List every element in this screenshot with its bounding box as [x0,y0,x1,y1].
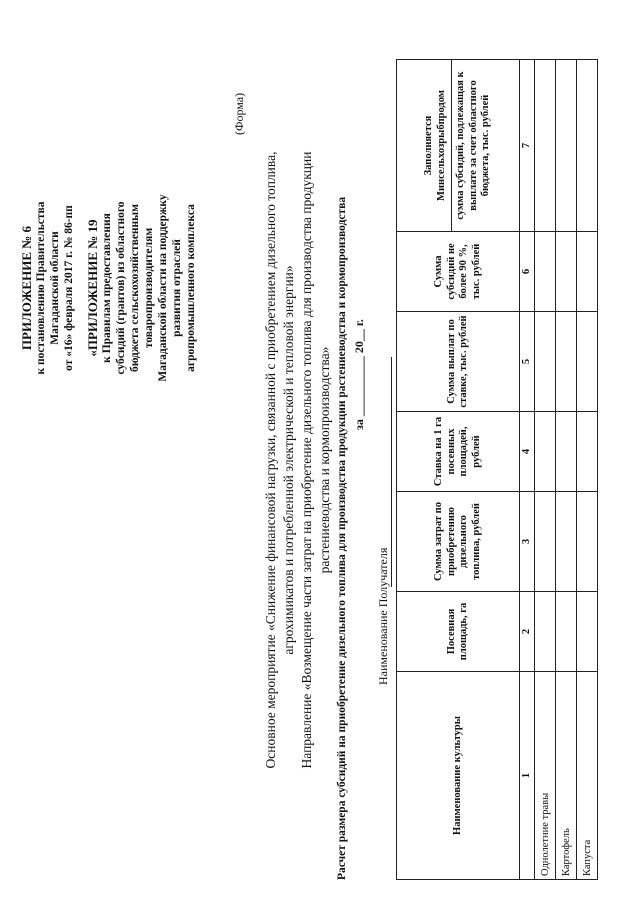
col-number: 3 [520,492,535,592]
col-header-rate: Ставка на 1 га посевных площадей, рублей [397,412,520,492]
inner-line-4: товаропроизводителям [143,227,155,349]
appendix-title: ПРИЛОЖЕНИЕ № 6 [19,225,34,351]
recipient-label: Наименование Получателя [376,547,390,685]
table-cell [535,592,556,672]
col-number: 4 [520,412,535,492]
table-cell [577,412,598,492]
inner-line-3: бюджета сельскохозяйственным [129,204,141,372]
table-cell [577,492,598,592]
col-header-crop: Наименование культуры [397,672,520,880]
table-cell [535,232,556,312]
col-number: 5 [520,312,535,412]
form-label: (Форма) [232,92,246,135]
table-row [535,60,556,880]
table-cell [535,60,556,232]
inner-line-6: развития отраслей [171,239,183,337]
header-line-2: Магаданской области [49,231,61,345]
inner-appendix-title: «ПРИЛОЖЕНИЕ № 19 [85,219,100,357]
crop-name: Картофель [556,672,577,880]
table-row [577,60,598,880]
col-number: 1 [520,672,535,880]
col-header-area: Посевная площадь, га [397,592,520,672]
period-line: за __________ 20__ г. [352,319,366,430]
table-cell [535,492,556,592]
calculation-title: Расчет размера субсидий на приобретение дизельного топлива для производства продукции растениеводства и кормопроизводства [336,196,348,880]
crop-name: Капуста [577,672,598,880]
table-cell [556,592,577,672]
table-cell [556,60,577,232]
inner-line-5: Магаданской области на поддержку [157,194,169,382]
ministry-subsidy-label: сумма субсидий, подлежащая к выплате за счет областного бюджета, тыс. рублей [455,71,492,220]
table-header-row [397,60,520,880]
table-cell [556,412,577,492]
ministry-fill-label: Заполняется Минсельхозрыбпродом [423,60,452,231]
main-event-text: Основное мероприятие «Снижение финансовой нагрузки, связанной с приобретением дизельного топлива, агрохимикатов и потребленной электрической и тепловой энергии» [263,151,296,769]
header-line-1: к постановлению Правительства [35,201,47,375]
direction-text: Направление «Возмещение части затрат на приобретение дизельного топлива для производства продукции растениеводства и кормопроизводства» [299,151,332,769]
header-line-3: от «16» февраля 2017 г. № 86-пп [63,205,75,371]
inner-line-1: к Правилам предоставления [101,213,113,363]
table-cell [535,412,556,492]
col-number: 6 [520,232,535,312]
appendix-header [20,133,198,443]
table-cell [556,492,577,592]
inner-line-2: субсидий (грантов) из областного [115,201,127,375]
col-header-payment: Сумма выплат по ставке, тыс. рублей [397,312,520,412]
table-cell [577,232,598,312]
subsidy-table [396,59,598,880]
column-number-row [520,60,535,880]
table-row [556,60,577,880]
table-cell [556,312,577,412]
col-number: 2 [520,592,535,672]
col-header-subsidy-90: Сумма субсидий не более 90 %, тыс. рублей [397,232,520,312]
col-header-costs: Сумма затрат по приобретению дизельного топлива, рублей [397,492,520,592]
table-cell [535,312,556,412]
crop-name: Однолетние травы [535,672,556,880]
recipient-underline [391,357,392,587]
table-cell [577,60,598,232]
col-number: 7 [520,60,535,232]
table-cell [577,312,598,412]
col-header-ministry [397,60,520,232]
table-cell [556,232,577,312]
table-cell [577,592,598,672]
inner-line-7: агропромышленного комплекса [185,204,197,372]
